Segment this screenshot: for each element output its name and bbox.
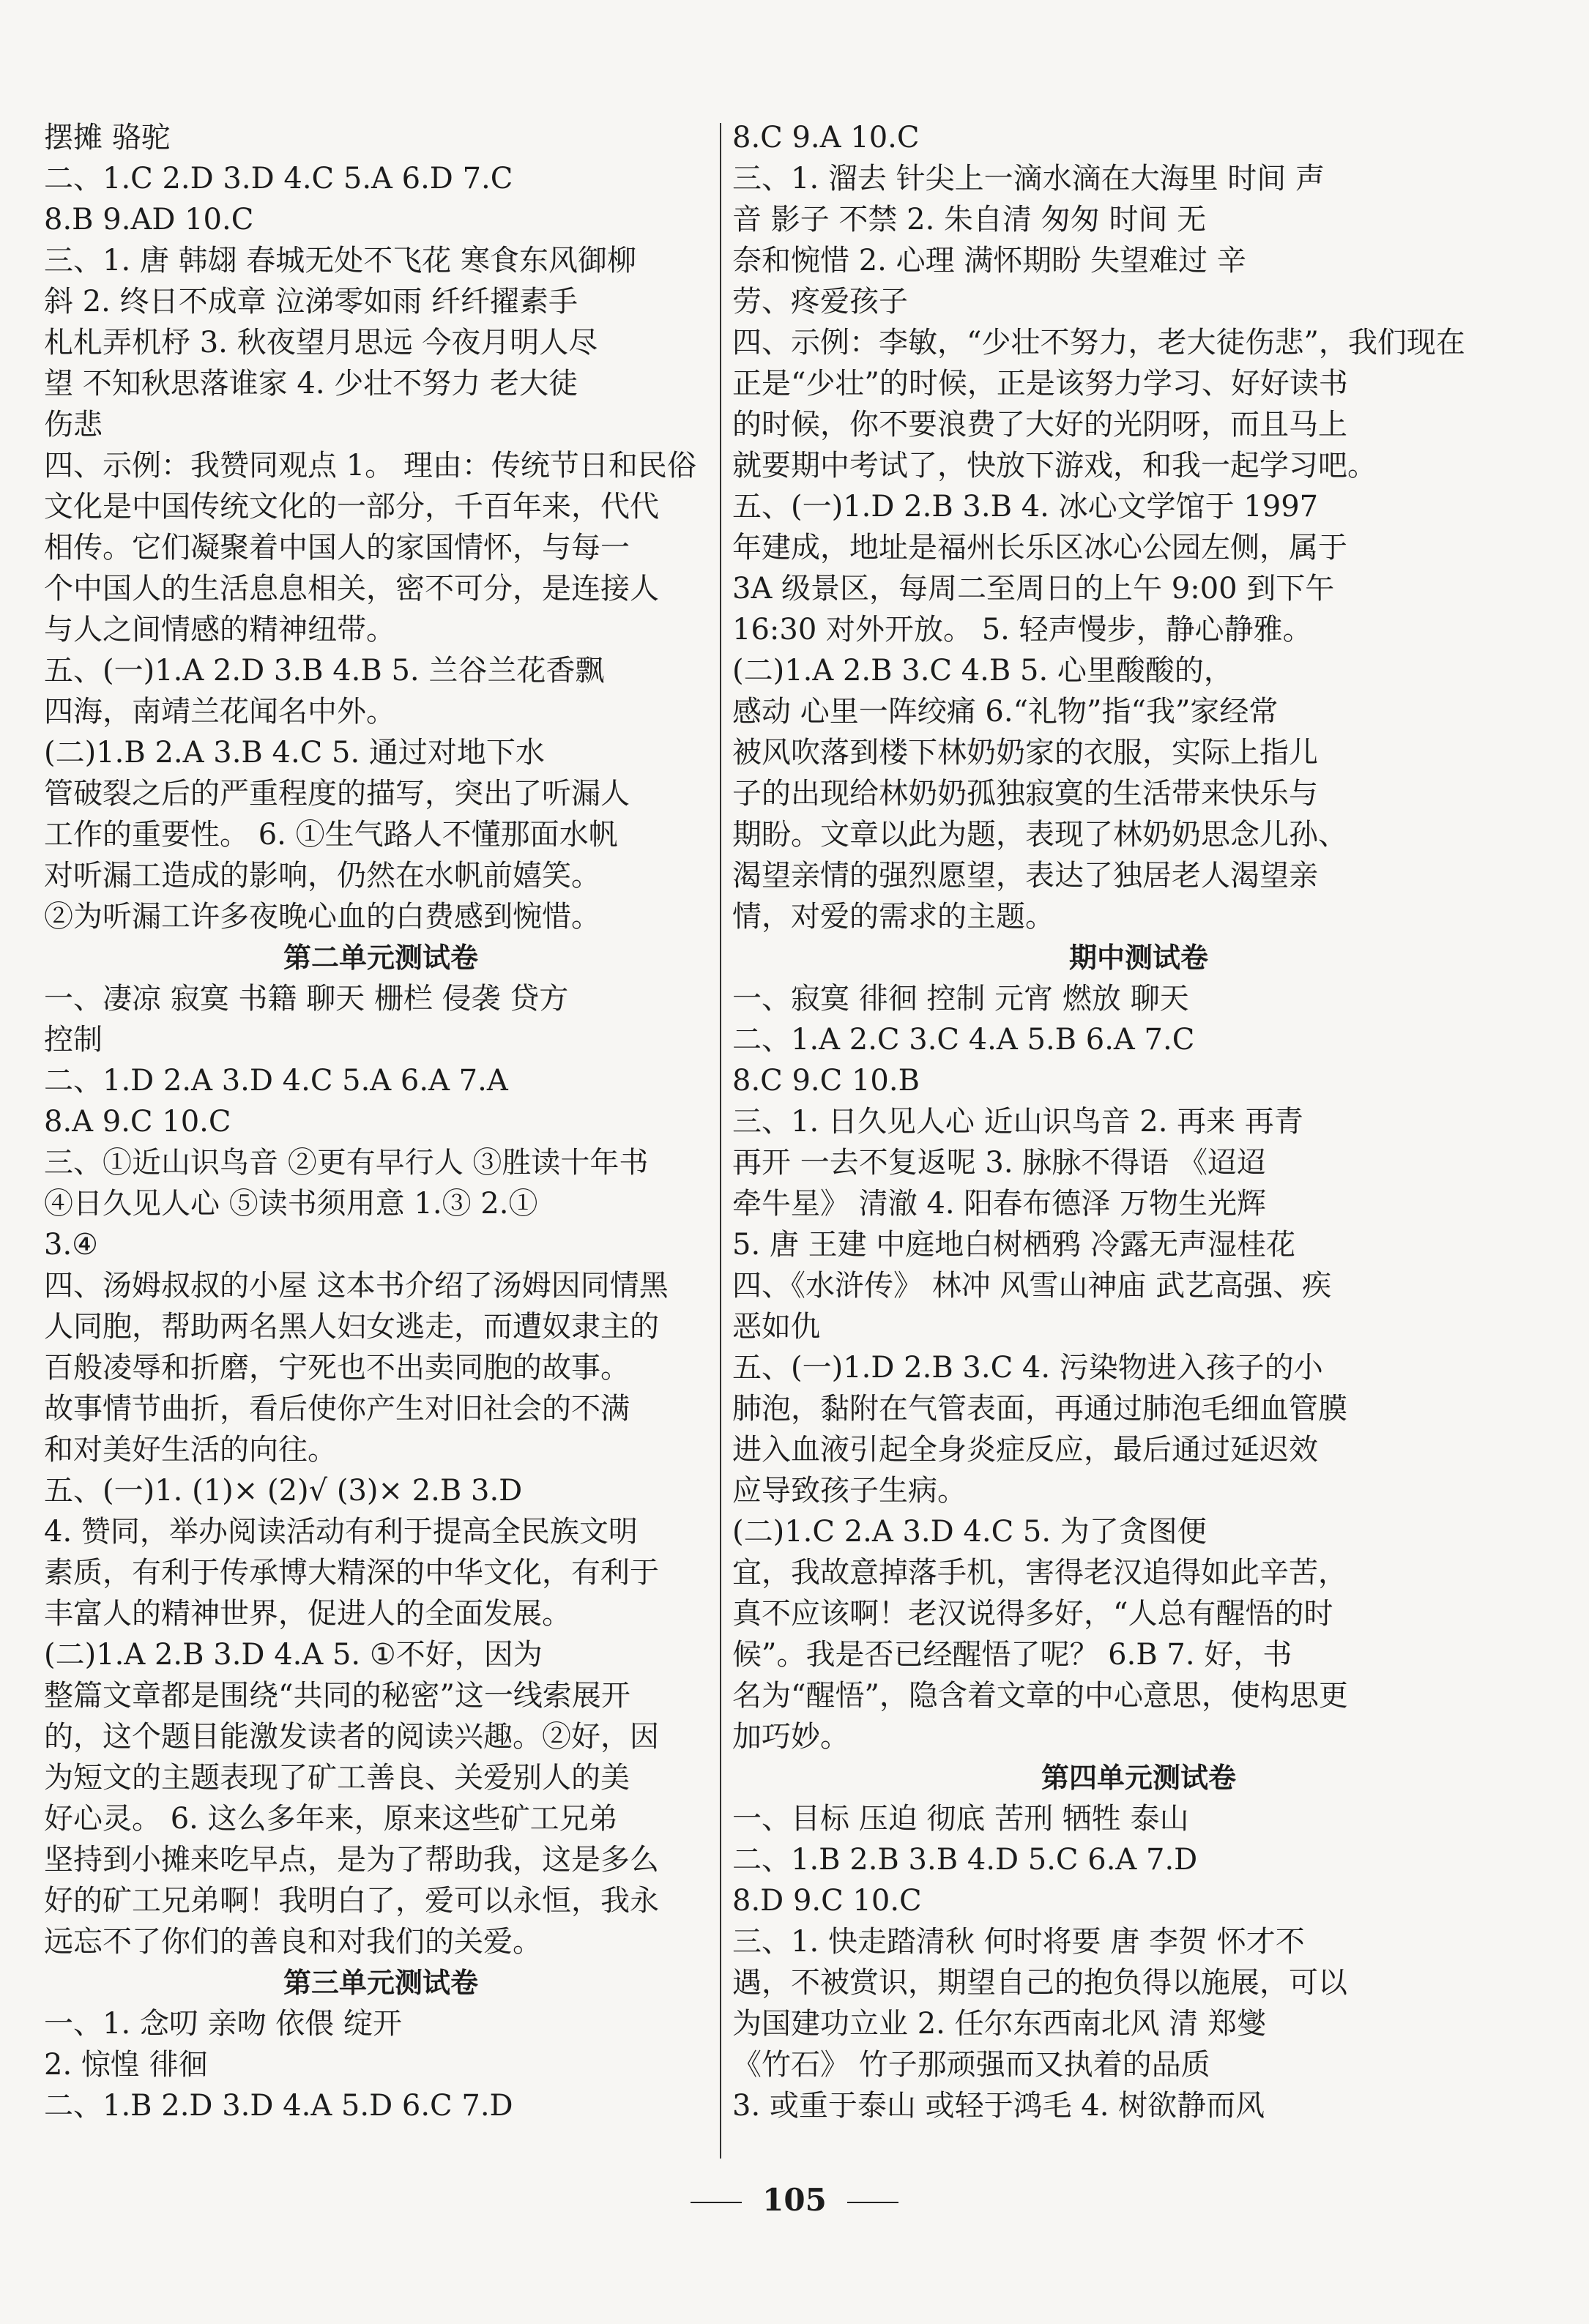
answer-line: 劳、疼爱孩子 <box>732 285 908 319</box>
answer-line: 期盼。文章以此为题，表现了林奶奶思念儿孙、 <box>732 818 1347 852</box>
answer-line: 8.C 9.A 10.C <box>732 121 920 154</box>
answer-line: 文化是中国传统文化的一部分，千百年来，代代 <box>44 490 659 524</box>
answer-line: 三、1. 溜去 针尖上一滴水滴在大海里 时间 声 <box>732 162 1325 195</box>
answer-line: (二)1.B 2.A 3.B 4.C 5. 通过对地下水 <box>44 736 545 770</box>
answer-line: 一、目标 压迫 彻底 苦刑 牺牲 泰山 <box>732 1802 1189 1836</box>
answer-line: 一、寂寞 徘徊 控制 元宵 燃放 聊天 <box>732 982 1189 1016</box>
answer-line: 感动 心里一阵绞痛 6.“礼物”指“我”家经常 <box>732 695 1279 729</box>
answer-line: 工作的重要性。 6. ①生气路人不懂那面水帆 <box>44 818 618 852</box>
answer-line: 2. 惊惶 徘徊 <box>44 2048 208 2082</box>
answer-line: 奈和惋惜 2. 心理 满怀期盼 失望难过 辛 <box>732 244 1246 278</box>
answer-line: 候”。我是否已经醒悟了呢？ 6.B 7. 好，书 <box>732 1638 1292 1672</box>
answer-line: 8.A 9.C 10.C <box>44 1105 231 1139</box>
answer-line: 百般凌辱和折磨，宁死也不出卖同胞的故事。 <box>44 1351 630 1385</box>
answer-line: 8.B 9.AD 10.C <box>44 203 254 237</box>
answer-line: 牵牛星》 清澈 4. 阳春布德泽 万物生光辉 <box>732 1187 1267 1221</box>
answer-line: 被风吹落到楼下林奶奶家的衣服，实际上指儿 <box>732 736 1318 770</box>
answer-line: 为国建功立业 2. 任尔东西南北风 清 郑燮 <box>732 2007 1267 2041</box>
answer-line: 二、1.D 2.A 3.D 4.C 5.A 6.A 7.A <box>44 1064 508 1098</box>
answer-line: 五、(一)1.D 2.B 3.B 4. 冰心文学馆于 1997 <box>732 490 1319 524</box>
answer-line: 五、(一)1. (1)× (2)√ (3)× 2.B 3.D <box>44 1474 523 1508</box>
footer-dash-right <box>847 2202 898 2203</box>
answer-line: ②为听漏工许多夜晚心血的白费感到惋惜。 <box>44 900 600 934</box>
answer-line: 故事情节曲折，看后使你产生对旧社会的不满 <box>44 1392 630 1426</box>
answer-line: 人同胞，帮助两名黑人妇女逃走，而遭奴隶主的 <box>44 1310 659 1344</box>
answer-line: 二、1.C 2.D 3.D 4.C 5.A 6.D 7.C <box>44 162 513 195</box>
answer-line: 恶如仇 <box>732 1310 820 1344</box>
answer-line: 渴望亲情的强烈愿望，表达了独居老人渴望亲 <box>732 859 1318 893</box>
answer-line: 应导致孩子生病。 <box>732 1474 967 1508</box>
answer-line: 3A 级景区，每周二至周日的上午 9:00 到下午 <box>732 572 1335 606</box>
answer-line: 再开 一去不复返呢 3. 脉脉不得语 《迢迢 <box>732 1146 1267 1180</box>
section-title: 第四单元测试卷 <box>1041 1762 1236 1794</box>
answer-line: 正是“少壮”的时候，正是该努力学习、好好读书 <box>732 367 1348 401</box>
answer-line: 4. 赞同，举办阅读活动有利于提高全民族文明 <box>44 1515 638 1549</box>
answer-line: 三、1. 日久见人心 近山识鸟音 2. 再来 再青 <box>732 1105 1303 1139</box>
answer-line: 一、凄凉 寂寞 书籍 聊天 栅栏 侵袭 贷方 <box>44 982 569 1016</box>
answer-line: (二)1.A 2.B 3.D 4.A 5. ①不好，因为 <box>44 1638 543 1672</box>
answer-line: 四、示例：我赞同观点 1。 理由：传统节日和民俗 <box>44 449 696 483</box>
answer-line: 远忘不了你们的善良和对我们的关爱。 <box>44 1925 542 1959</box>
answer-line: 3.④ <box>44 1228 99 1262</box>
answer-line: 真不应该啊！老汉说得多好，“人总有醒悟的时 <box>732 1597 1333 1631</box>
answer-line: 一、1. 念叨 亲吻 依偎 绽开 <box>44 2007 403 2041</box>
answer-line: 与人之间情感的精神纽带。 <box>44 613 395 647</box>
answer-line: 管破裂之后的严重程度的描写，突出了听漏人 <box>44 777 630 811</box>
answer-line: 摆摊 骆驼 <box>44 121 171 154</box>
answer-line: 8.D 9.C 10.C <box>732 1884 922 1918</box>
answer-line: 年建成，地址是福州长乐区冰心公园左侧，属于 <box>732 531 1347 565</box>
answer-line: 二、1.B 2.D 3.D 4.A 5.D 6.C 7.D <box>44 2089 513 2123</box>
answer-line: 音 影子 不禁 2. 朱自清 匆匆 时间 无 <box>732 203 1207 237</box>
footer-dash-left <box>691 2202 742 2203</box>
answer-line: 个中国人的生活息息相关，密不可分，是连接人 <box>44 572 659 606</box>
answer-line: 16:30 对外开放。 5. 轻声慢步，静心静雅。 <box>732 613 1312 647</box>
answer-line: 就要期中考试了，快放下游戏，和我一起学习吧。 <box>732 449 1377 483</box>
answer-line: 3. 或重于泰山 或轻于鸿毛 4. 树欲静而风 <box>732 2089 1265 2123</box>
answer-line: 对听漏工造成的影响，仍然在水帆前嬉笑。 <box>44 859 600 893</box>
answer-line: 为短文的主题表现了矿工善良、关爱别人的美 <box>44 1761 630 1795</box>
answer-line: 坚持到小摊来吃早点，是为了帮助我，这是多么 <box>44 1843 659 1877</box>
answer-line: 情，对爱的需求的主题。 <box>732 900 1054 934</box>
answer-line: 好的矿工兄弟啊！我明白了，爱可以永恒，我永 <box>44 1884 659 1918</box>
answer-line: 斜 2. 终日不成章 泣涕零如雨 纤纤擢素手 <box>44 285 578 319</box>
answer-line: 5. 唐 王建 中庭地白树栖鸦 冷露无声湿桂花 <box>732 1228 1296 1262</box>
answer-line: 二、1.A 2.C 3.C 4.A 5.B 6.A 7.C <box>732 1023 1195 1057</box>
answer-line: 四、汤姆叔叔的小屋 这本书介绍了汤姆因同情黑 <box>44 1269 669 1303</box>
answer-line: 名为“醒悟”，隐含着文章的中心意思，使构思更 <box>732 1679 1348 1713</box>
column-divider <box>720 123 721 2159</box>
section-title: 第三单元测试卷 <box>283 1967 478 1999</box>
answer-line: 好心灵。 6. 这么多年来，原来这些矿工兄弟 <box>44 1802 618 1836</box>
left-column <box>44 117 718 2126</box>
answer-line: 的，这个题目能激发读者的阅读兴趣。②好，因 <box>44 1720 659 1754</box>
answer-line: (二)1.A 2.B 3.C 4.B 5. 心里酸酸的， <box>732 654 1233 688</box>
answer-line: 相传。它们凝聚着中国人的家国情怀，与每一 <box>44 531 630 565</box>
page-number: 105 <box>762 2182 827 2218</box>
answer-line: ④日久见人心 ⑤读书须用意 1.③ 2.① <box>44 1187 538 1221</box>
answer-line: 8.C 9.C 10.B <box>732 1064 920 1098</box>
answer-line: 四海，南靖兰花闻名中外。 <box>44 695 395 729</box>
answer-line: 三、1. 快走踏清秋 何时将要 唐 李贺 怀才不 <box>732 1925 1305 1959</box>
page-number-footer <box>0 2182 1589 2218</box>
answer-line: 五、(一)1.D 2.B 3.C 4. 污染物进入孩子的小 <box>732 1351 1323 1385</box>
answer-line: (二)1.C 2.A 3.D 4.C 5. 为了贪图便 <box>732 1515 1207 1549</box>
answer-line: 三、1. 唐 韩翃 春城无处不飞花 寒食东风御柳 <box>44 244 637 278</box>
section-title: 期中测试卷 <box>1068 942 1208 974</box>
answer-line: 四、《水浒传》 林冲 风雪山神庙 武艺高强、疾 <box>732 1269 1332 1303</box>
answer-line: 肺泡，黏附在气管表面，再通过肺泡毛细血管膜 <box>732 1392 1347 1426</box>
answer-line: 遇，不被赏识，期望自己的抱负得以施展，可以 <box>732 1966 1347 2000</box>
answer-line: 三、①近山识鸟音 ②更有早行人 ③胜读十年书 <box>44 1146 649 1180</box>
section-title: 第二单元测试卷 <box>283 942 478 974</box>
answer-line: 的时候，你不要浪费了大好的光阴呀，而且马上 <box>732 408 1347 442</box>
answer-line: 控制 <box>44 1023 103 1057</box>
answer-line: 和对美好生活的向往。 <box>44 1433 337 1467</box>
answer-line: 伤悲 <box>44 408 103 442</box>
answer-line: 四、示例：李敏，“少壮不努力，老大徒伤悲”，我们现在 <box>732 326 1465 360</box>
answer-line: 札札弄机杼 3. 秋夜望月思远 今夜月明人尽 <box>44 326 598 360</box>
answer-line: 宜，我故意掉落手机，害得老汉追得如此辛苦， <box>732 1556 1347 1590</box>
answer-line: 素质，有利于传承博大精深的中华文化，有利于 <box>44 1556 659 1590</box>
answer-line: 《竹石》 竹子那顽强而又执着的品质 <box>732 2048 1210 2082</box>
answer-line: 加巧妙。 <box>732 1720 849 1754</box>
answer-line: 二、1.B 2.B 3.B 4.D 5.C 6.A 7.D <box>732 1843 1198 1877</box>
answer-line: 整篇文章都是围绕“共同的秘密”这一线索展开 <box>44 1679 630 1713</box>
answer-line: 进入血液引起全身炎症反应，最后通过延迟效 <box>732 1433 1318 1467</box>
answer-line: 子的出现给林奶奶孤独寂寞的生活带来快乐与 <box>732 777 1318 811</box>
answer-line: 望 不知秋思落谁家 4. 少壮不努力 老大徒 <box>44 367 578 401</box>
right-column <box>732 117 1545 2126</box>
answer-line: 丰富人的精神世界，促进人的全面发展。 <box>44 1597 571 1631</box>
answer-line: 五、(一)1.A 2.D 3.B 4.B 5. 兰谷兰花香飘 <box>44 654 605 688</box>
